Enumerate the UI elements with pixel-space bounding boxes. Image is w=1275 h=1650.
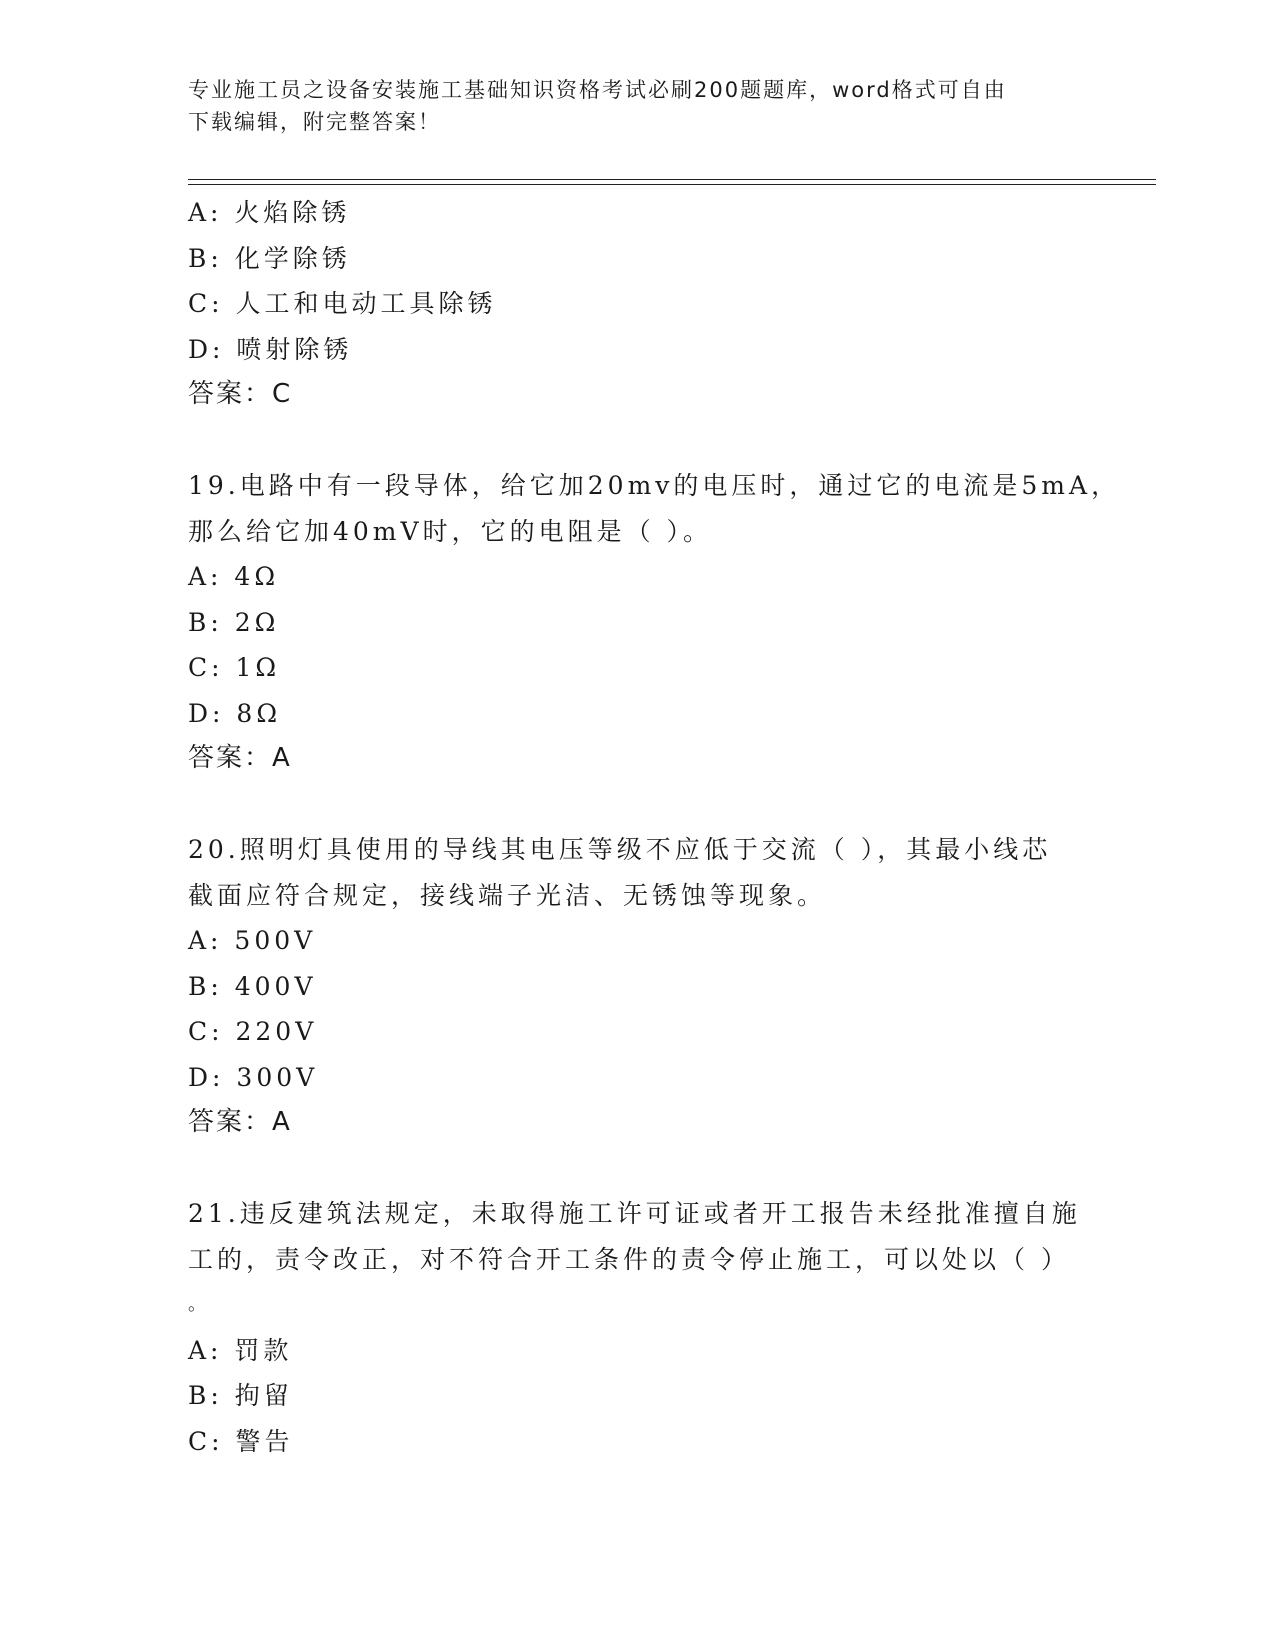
spacer (188, 782, 1088, 828)
option-b: B: 拘留 (188, 1381, 293, 1410)
spacer (188, 1146, 1088, 1192)
question-stem-line-1: 21.违反建筑法规定，未取得施工许可证或者开工报告未经批准擅自施 (188, 1199, 1081, 1228)
option-b: B: 2Ω (188, 607, 280, 637)
option-c: C: 警告 (188, 1426, 294, 1456)
answer-line: 答案：A (188, 1107, 292, 1137)
question-stem-line-1: 20.照明灯具使用的导线其电压等级不应低于交流（ ），其最小线芯 (188, 835, 1052, 864)
question-stem-line-3: 。 (188, 1294, 210, 1315)
question-21 (188, 1191, 1088, 1464)
option-d: D: 300V (188, 1062, 319, 1092)
header-line-1: 专业施工员之设备安装施工基础知识资格考试必刷200题题库，word格式可自由 (188, 78, 1007, 102)
spacer (188, 418, 1088, 464)
option-a: A: 罚款 (188, 1335, 293, 1365)
option-a: A: 4Ω (188, 562, 280, 591)
option-d: D: 8Ω (188, 698, 282, 728)
header-divider-top (188, 179, 1156, 180)
option-c: C: 人工和电动工具除锈 (188, 289, 497, 318)
option-b: B: 400V (188, 971, 317, 1001)
question-stem-line-2: 工的，责令改正，对不符合开工条件的责令停止施工，可以处以（ ） (188, 1244, 1070, 1274)
header-line-2: 下载编辑，附完整答案！ (188, 110, 441, 134)
question-stem-line-2: 那么给它加40mV时，它的电阻是（ ）。 (188, 516, 713, 546)
option-a: A: 500V (188, 926, 317, 955)
answer-line: 答案：A (188, 743, 292, 773)
header-divider-bottom (188, 184, 1156, 185)
question-stem-line-1: 19.电路中有一段导体，给它加20mv的电压时，通过它的电流是5mA， (188, 471, 1121, 500)
option-b: B: 化学除锈 (188, 243, 351, 273)
question-stem-line-2: 截面应符合规定，接线端子光洁、无锈蚀等现象。 (188, 880, 827, 910)
option-c: C: 220V (188, 1017, 318, 1046)
option-c: C: 1Ω (188, 653, 281, 682)
document-header (188, 74, 1068, 138)
question-19 (188, 463, 1121, 782)
option-d: D: 喷射除锈 (188, 334, 353, 364)
answer-line: 答案：C (188, 379, 293, 409)
question-20 (188, 827, 1088, 1146)
question-18 (188, 190, 1088, 418)
question-list (188, 190, 1121, 1464)
option-a: A: 火焰除锈 (188, 198, 351, 227)
